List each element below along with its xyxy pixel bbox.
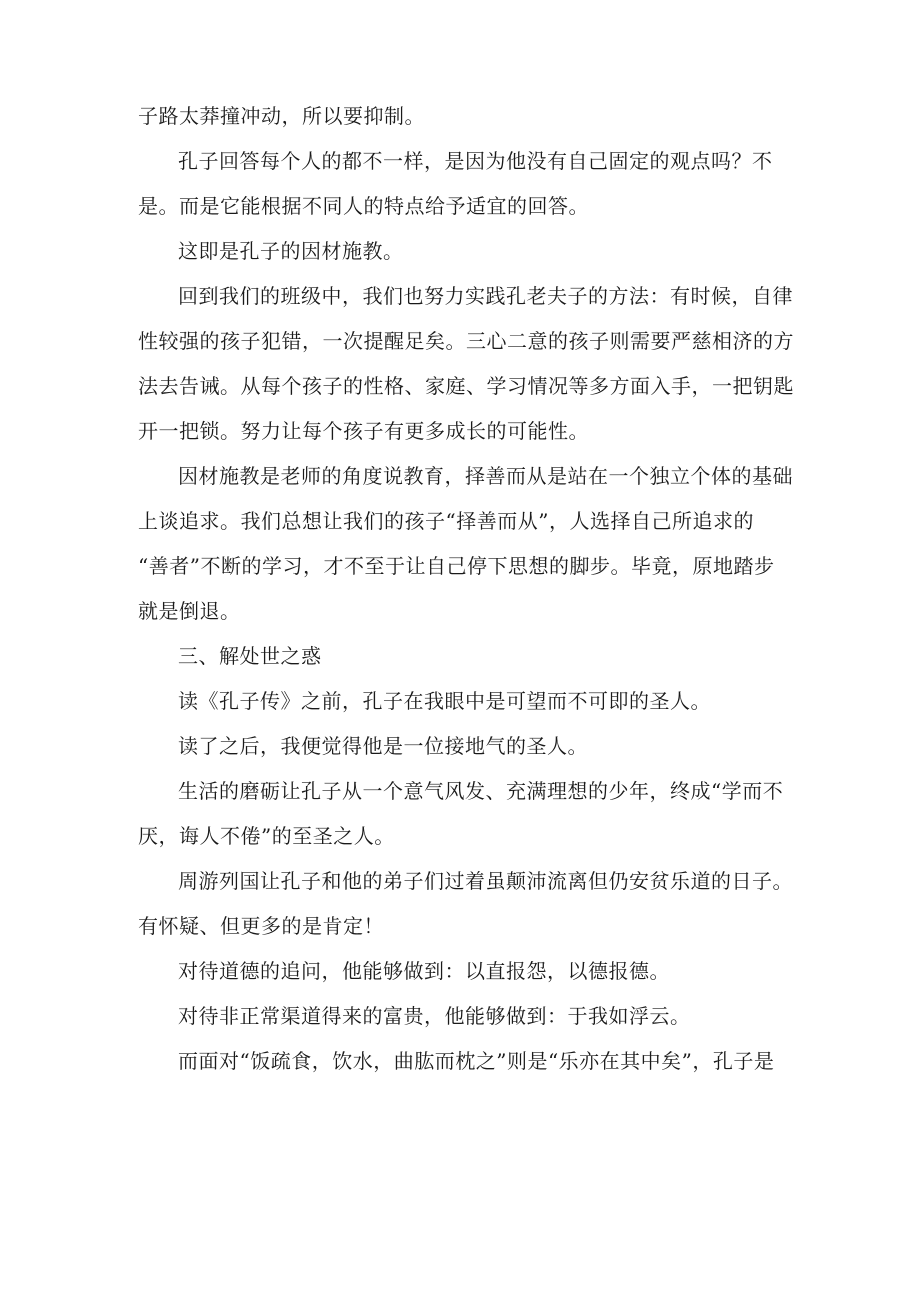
text-line: 对待道德的追问，他能够做到：以直报怨，以德报德。 <box>178 959 670 983</box>
text-line: 生活的磨砺让孔子从一个意气风发、充满理想的少年，终成“学而不 <box>178 779 784 803</box>
text-line: 对待非正常渠道得来的富贵，他能够做到：于我如浮云。 <box>178 1004 691 1028</box>
text-line: 上谈追求。我们总想让我们的孩子“择善而从”，人选择自己所追求的 <box>138 509 754 533</box>
text-line: 子路太莽撞冲动，所以要抑制。 <box>138 104 425 128</box>
text-line: “善者”不断的学习，才不至于让自己停下思想的脚步。毕竟，原地踏步 <box>138 554 775 578</box>
text-line: 读了之后，我便觉得他是一位接地气的圣人。 <box>178 734 588 758</box>
text-line: 性较强的孩子犯错，一次提醒足矣。三心二意的孩子则需要严慈相济的方 <box>138 329 794 353</box>
text-line: 厌，诲人不倦”的至圣之人。 <box>138 824 395 848</box>
text-line: 回到我们的班级中，我们也努力实践孔老夫子的方法：有时候，自律 <box>178 284 793 308</box>
text-line: 法去告诫。从每个孩子的性格、家庭、学习情况等多方面入手，一把钥匙 <box>138 374 794 398</box>
text-line: 是。而是它能根据不同人的特点给予适宜的回答。 <box>138 194 589 218</box>
text-line: 开一把锁。努力让每个孩子有更多成长的可能性。 <box>138 419 589 443</box>
text-line: 周游列国让孔子和他的弟子们过着虽颠沛流离但仍安贫乐道的日子。 <box>178 869 793 893</box>
text-line: 这即是孔子的因材施教。 <box>178 239 404 263</box>
text-line: 有怀疑、但更多的是肯定！ <box>138 914 384 938</box>
text-line: 读《孔子传》之前，孔子在我眼中是可望而不可即的圣人。 <box>178 689 711 713</box>
document-body <box>138 94 798 1084</box>
text-line: 而面对“饭疏食，饮水，曲肱而枕之”则是“乐亦在其中矣”，孔子是 <box>178 1049 775 1073</box>
text-line: 就是倒退。 <box>138 599 241 623</box>
section-heading: 三、解处世之惑 <box>178 644 322 668</box>
text-line: 因材施教是老师的角度说教育，择善而从是站在一个独立个体的基础 <box>178 464 793 488</box>
text-line: 孔子回答每个人的都不一样，是因为他没有自己固定的观点吗？不 <box>178 149 773 173</box>
